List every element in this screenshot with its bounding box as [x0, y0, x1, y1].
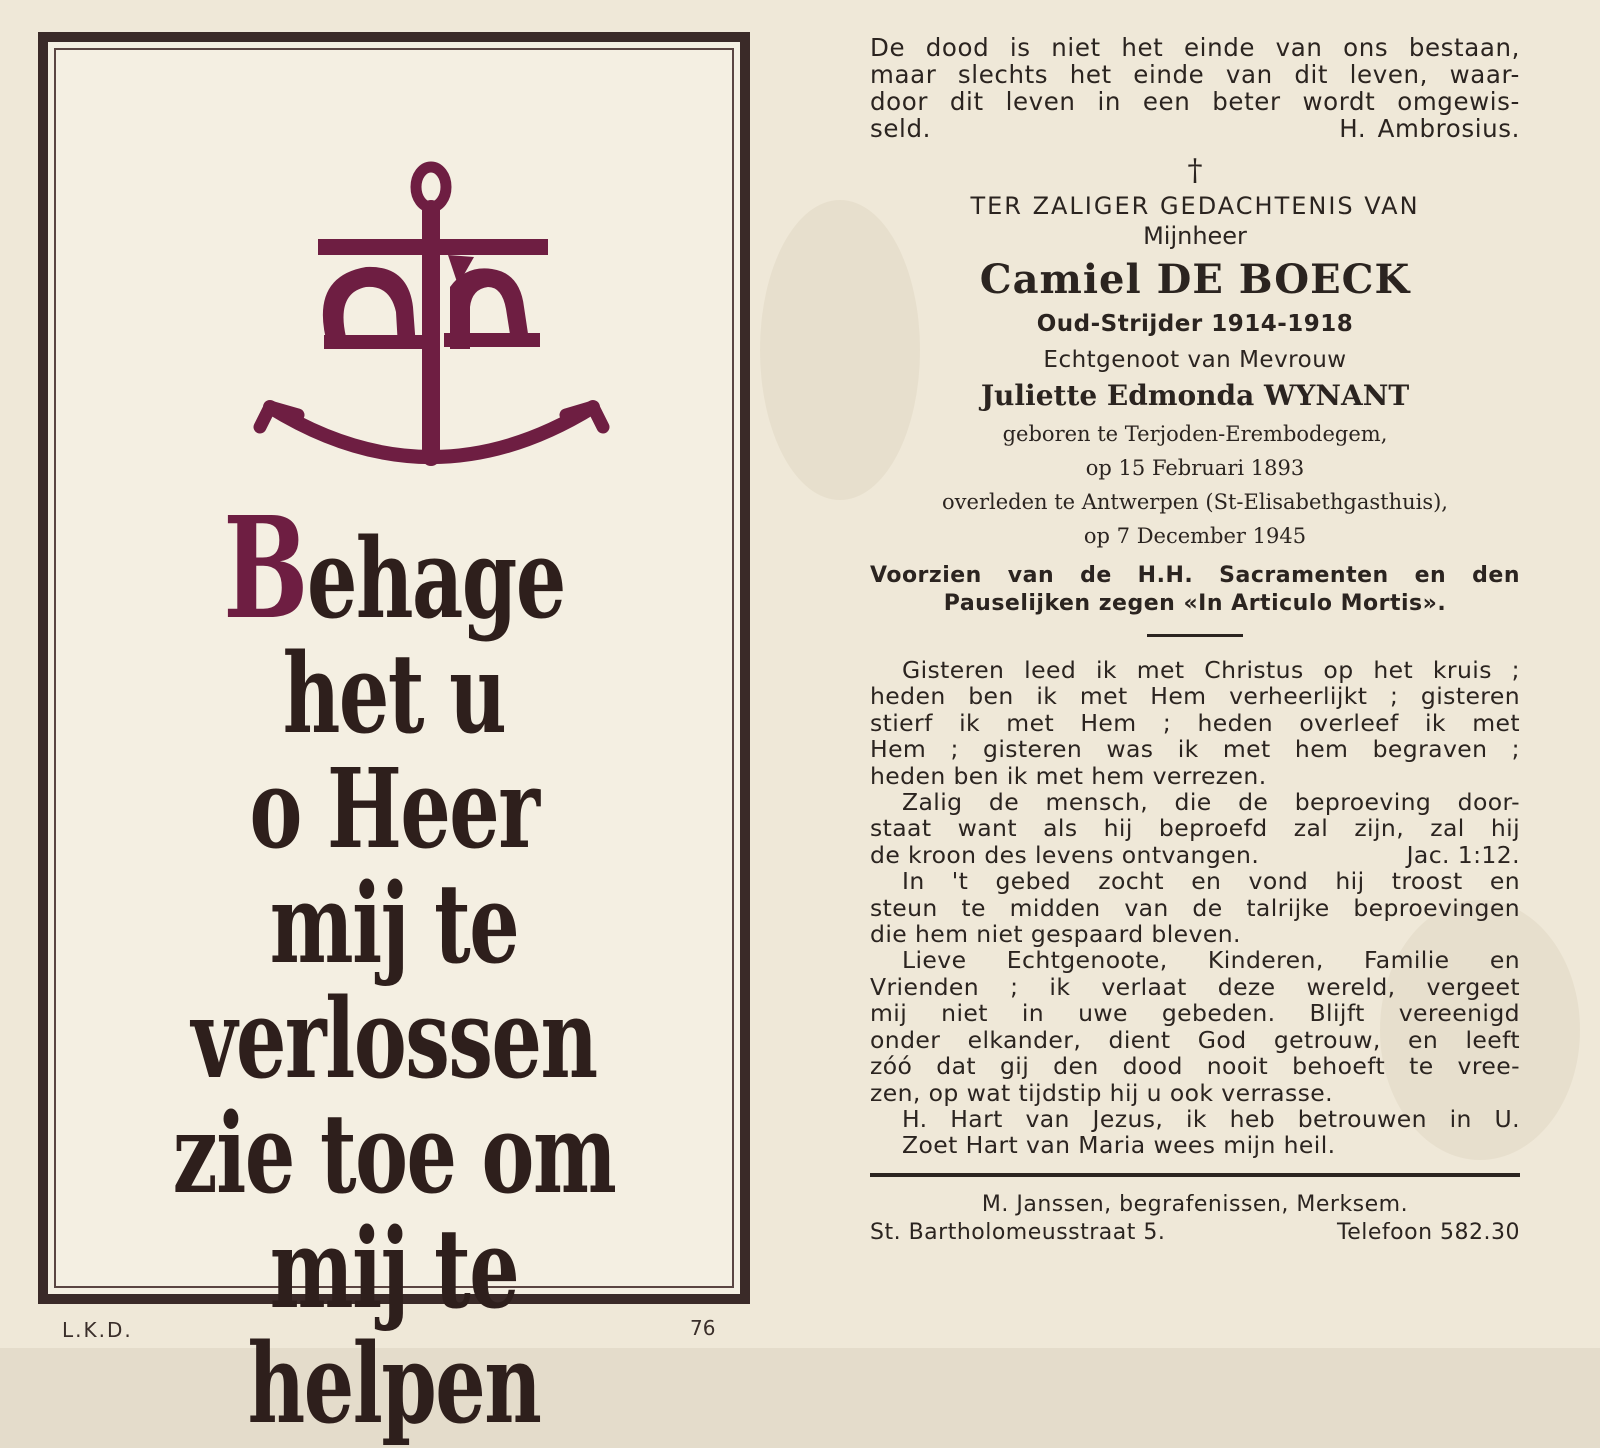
prayer-line: staat want als hij beproefd zal zijn, zal hij: [870, 814, 1520, 843]
funeral-home-footer: [870, 1191, 1520, 1247]
prayer-line: zen, op wat tijdstip hij u ook verrasse.: [870, 1078, 1333, 1107]
prayer-line: In 't gebed zocht en vond hij troost en: [902, 867, 1520, 896]
prayer-line: heden ben ik met Hem verheerlijkt ; gisteren: [870, 682, 1520, 711]
quote-line: door dit leven in een beter wordt omgewis-: [870, 87, 1520, 116]
quote-line: maar slechts het einde van dit leven, waar-: [870, 60, 1520, 89]
prayer-line: steun te midden van de talrijke beproevingen: [870, 893, 1520, 922]
prayer-line: Vrienden ; ik verlaat deze wereld, vergeet: [870, 972, 1520, 1001]
spouse-name: Juliette Edmonda WYNANT: [980, 379, 1410, 412]
prayer-line-text: de kroon des levens ontvangen.: [870, 840, 1260, 869]
honorific: Mijnheer: [1143, 222, 1247, 250]
motto-line-1: [145, 487, 643, 758]
deceased-name: Camiel DE BOECK: [979, 256, 1411, 303]
veteran-line: Oud-Strijder 1914-1918: [1036, 311, 1354, 337]
prayer-line: Hem ; gisteren was ik met hem begraven ;: [870, 735, 1520, 764]
birth-date: op 15 Februari 1893: [1085, 456, 1305, 480]
quote-line: De dood is niet het einde van ons bestaan,: [870, 33, 1520, 62]
prayer-line: stierf ik met Hem ; heden overleef ik met: [870, 708, 1520, 737]
motto-text: [145, 487, 643, 1448]
sacraments-line-1: Voorzien van de H.H. Sacramenten en den: [870, 563, 1520, 588]
prayer-line: Zoet Hart van Maria wees mijn heil.: [902, 1131, 1336, 1160]
motto-line-3: mij te verlossen: [191, 859, 597, 1103]
death-place: overleden te Antwerpen (St-Elisabethgasthuis),: [942, 490, 1448, 514]
publisher-mark: L.K.D.: [62, 1318, 133, 1342]
motto-initial: B: [223, 487, 307, 651]
prayer-text: [870, 657, 1520, 1159]
prayer-line: onder elkander, dient God getrouw, en leeft: [870, 1025, 1520, 1054]
motto-line-2: o Heer: [249, 744, 539, 873]
quote-author: H. Ambrosius.: [1339, 114, 1520, 143]
sacraments-line-2: Pauselijken zegen «In Articulo Mortis».: [943, 591, 1447, 616]
motto-line-1-rest: ehage het u: [282, 514, 565, 758]
prayer-line: heden ben ik met hem verrezen.: [870, 761, 1267, 790]
funeral-home-contact: [870, 1219, 1520, 1247]
prayer-line: die hem niet gespaard bleven.: [870, 920, 1241, 949]
prayer-line: Lieve Echtgenoote, Kinderen, Familie en: [902, 946, 1520, 975]
motto-line-4: zie toe om: [172, 1089, 616, 1218]
prayer-line: zóó dat gij den dood nooit behoeft te vree-: [870, 1052, 1520, 1081]
prayer-line: Zalig de mensch, die de beproeving door-: [902, 788, 1520, 817]
quote-last-line: [870, 115, 1520, 142]
funeral-home-name: M. Janssen, begrafenissen, Merksem.: [981, 1191, 1409, 1217]
funeral-home-address: St. Bartholomeusstraat 5.: [870, 1219, 1166, 1245]
funeral-home-phone: Telefoon 582.30: [1337, 1219, 1520, 1245]
divider-short: [1147, 634, 1243, 637]
anchor-alpha-omega-icon: [248, 157, 628, 497]
prayer-line: H. Hart van Jezus, ik heb betrouwen in U.: [902, 1104, 1520, 1133]
scripture-reference: Jac. 1:12.: [1406, 840, 1520, 869]
spouse-intro: Echtgenoot van Mevrouw: [1043, 347, 1347, 373]
divider-long: [870, 1173, 1520, 1177]
motto-line-5: mij te helpen: [247, 1204, 541, 1448]
right-panel: [870, 34, 1520, 1247]
cross-icon: †: [1187, 153, 1203, 188]
birth-place: geboren te Terjoden-Erembodegem,: [1002, 422, 1388, 446]
memorial-heading: TER ZALIGER GEDACHTENIS VAN: [970, 192, 1420, 220]
quote-line-end: seld.: [870, 114, 931, 143]
death-date: op 7 December 1945: [1083, 524, 1307, 548]
card-number: 76: [690, 1316, 716, 1340]
sacraments-text: [870, 562, 1520, 618]
opening-quote: [870, 34, 1520, 142]
prayer-line: mij niet in uwe gebeden. Blijft vereenigd: [870, 999, 1520, 1028]
prayer-line: [870, 842, 1520, 868]
prayer-line: Gisteren leed ik met Christus op het kruis ;: [902, 656, 1520, 684]
